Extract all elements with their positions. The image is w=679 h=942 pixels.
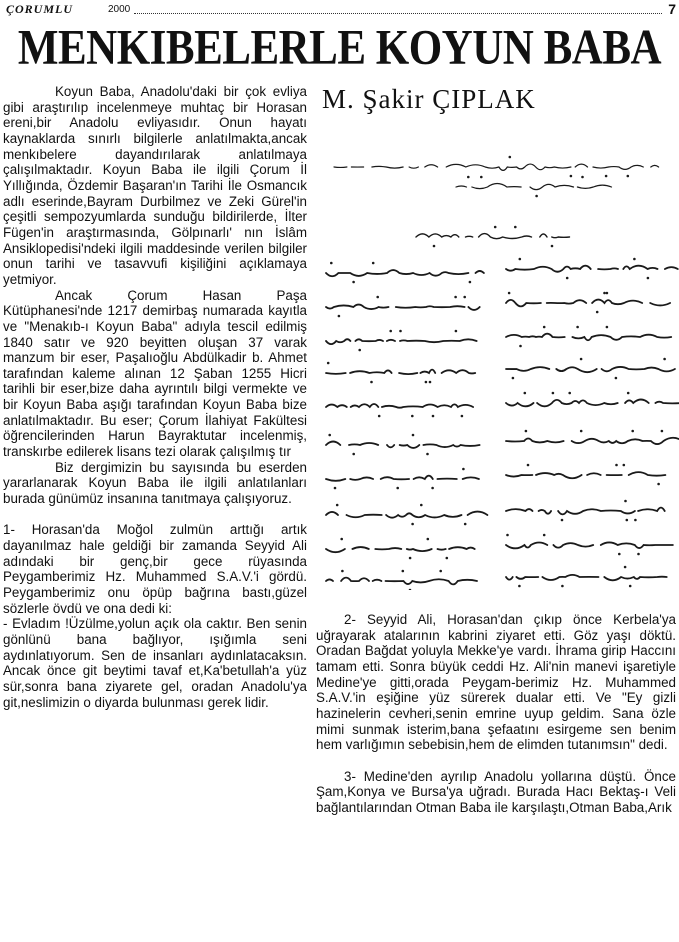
- calligraphy-dot: [412, 434, 415, 437]
- calligraphy-dot: [626, 519, 629, 522]
- calligraphy-dot: [464, 523, 467, 526]
- left-column: [3, 84, 307, 710]
- calligraphy-stroke: [456, 184, 612, 190]
- body-paragraph: 1- Horasan'da Moğol zulmün arttığı artık dayanılmaz hale geldiği bir zamanda Seyyid Ali adındaki bir genç,bir gece rüyasında Peygamberimiz Hz. Muhammed S.A.V.'i gördü. Peygamberimiz onu öpüp bağrına bastı,güzel sözlerle övdü ve ona dedi ki:: [3, 522, 307, 616]
- author-name: M. Şakir ÇIPLAK: [322, 84, 536, 114]
- calligraphy-dot: [637, 553, 640, 556]
- calligraphy-dot: [618, 553, 621, 556]
- calligraphy-stroke: [416, 234, 570, 239]
- calligraphy-stroke: [506, 367, 675, 372]
- calligraphy-stroke: [326, 547, 478, 552]
- body-paragraph: Ancak Çorum Hasan Paşa Kütüphanesi'nde 1217 demirbaş numarada kayıtla ve "Menakıb-ı Koyun Baba" adıyla tescil edilmiş 1840 satır ve 920 beyitten oluşan 37 varak manzum bir eser, Paşalıoğlu Abdülkadir b. Ahmet tarafından kaleme alınan 12 Şaban 1255 Hicri tarihli bir eser,bize daha ayrıntılı bilgi vermekte ve bir Koyun Baba aşığı tarafından Koyun Baba bize anlatılmaktadır. Bu eser; Çorum İlahiyat Fakültesi öğrencilerinden Harun Bayraktutar incelenmiş, transkırbe edilerek lisans tezi olarak çalışılmış tır: [3, 287, 307, 460]
- calligraphy-dot: [370, 381, 373, 384]
- calligraphy-dot: [627, 175, 630, 178]
- calligraphy-dot: [396, 487, 399, 490]
- magazine-year: 2000: [108, 4, 131, 15]
- calligraphy-dot: [615, 464, 618, 467]
- calligraphy-dot: [566, 277, 569, 280]
- calligraphy-dot: [633, 258, 636, 261]
- calligraphy-dot: [341, 570, 344, 573]
- calligraphy-dot: [629, 585, 632, 588]
- calligraphy-dot: [389, 330, 392, 333]
- calligraphy-dot: [378, 415, 381, 418]
- calligraphy-dot: [519, 345, 522, 348]
- calligraphy-stroke: [326, 339, 477, 344]
- calligraphy-dot: [328, 434, 331, 437]
- calligraphy-dot: [352, 453, 355, 456]
- calligraphy-stroke: [506, 542, 679, 548]
- calligraphy-dot: [399, 330, 402, 333]
- calligraphy-dot: [581, 176, 584, 179]
- calligraphy-dot: [615, 377, 618, 380]
- calligraphy-dot: [543, 326, 546, 329]
- right-column: [316, 612, 676, 816]
- calligraphy-dot: [568, 392, 571, 395]
- calligraphy-dot: [576, 326, 579, 329]
- calligraphy-dot: [519, 258, 522, 261]
- calligraphy-dot: [624, 500, 627, 503]
- calligraphy-dot: [327, 362, 330, 365]
- calligraphy-dot: [469, 281, 472, 284]
- calligraphy-dot: [446, 557, 449, 560]
- calligraphy-dot: [330, 262, 333, 265]
- calligraphy-dot: [480, 176, 483, 179]
- page-number: 7: [668, 1, 676, 17]
- calligraphy-dot: [508, 292, 511, 295]
- calligraphy-dot: [461, 415, 464, 418]
- calligraphy-dot: [455, 330, 458, 333]
- calligraphy-dot: [570, 175, 573, 178]
- calligraphy-dot: [596, 311, 599, 314]
- calligraphy-dot: [551, 245, 554, 248]
- calligraphy-dot: [543, 534, 546, 537]
- calligraphy-dot: [439, 570, 442, 573]
- paragraph-spacer: [3, 507, 307, 523]
- calligraphy-stroke: [326, 578, 477, 585]
- calligraphy-dot: [518, 585, 521, 588]
- calligraphy-dot: [494, 226, 497, 229]
- calligraphy-stroke: [506, 266, 678, 272]
- calligraphy-dot: [340, 538, 343, 541]
- article-title: MENKIBELERLE KOYUN BABA: [17, 21, 662, 76]
- calligraphy-dot: [420, 504, 423, 507]
- calligraphy-dot: [376, 296, 379, 299]
- calligraphy-dot: [512, 377, 515, 380]
- manuscript-image: [306, 145, 679, 590]
- calligraphy-dot: [427, 538, 430, 541]
- calligraphy-stroke: [506, 575, 667, 580]
- magazine-logo: ÇORUMLU: [6, 2, 74, 16]
- calligraphy-dot: [358, 349, 361, 352]
- calligraphy-dot: [527, 464, 530, 467]
- calligraphy-dot: [525, 430, 528, 433]
- calligraphy-stroke: [506, 400, 679, 407]
- calligraphy-dot: [634, 519, 637, 522]
- calligraphy-dot: [334, 487, 337, 490]
- calligraphy-dot: [580, 430, 583, 433]
- calligraphy-dot: [514, 226, 517, 229]
- calligraphy-stroke: [506, 300, 670, 307]
- calligraphy-dot: [524, 392, 527, 395]
- body-paragraph: Biz dergimizin bu sayısında bu eserden yararlanarak Koyun Baba ile ilgili anlatılanları burada günümüz insanına tanıtmaya çalışıyoruz.: [3, 459, 307, 507]
- paragraph-spacer: [316, 753, 676, 769]
- calligraphy-dot: [409, 557, 412, 560]
- calligraphy-dot: [338, 315, 341, 318]
- calligraphy-dot: [506, 534, 509, 537]
- calligraphy-stroke: [326, 404, 473, 408]
- calligraphy-stroke: [506, 508, 672, 515]
- calligraphy-stroke: [326, 512, 487, 518]
- calligraphy-dot: [433, 245, 436, 248]
- calligraphy-dot: [606, 292, 609, 295]
- running-header: [6, 2, 676, 18]
- body-paragraph: - Evladım !Üzülme,yolun açık ola caktır. Ben senin gönlünü bana bağlıyor, ışığımla seni aydınlatıyorum. Sen de insanları aydınlatacaksın. Ancak önce git beytimi tavaf et,Ka'betullah'a yüz sür,sonra bana ziyarete gel, oradan Anadolu'ya git,neslimizin o diyarda bulunması gerek lidir.: [3, 616, 307, 710]
- calligraphy-dot: [463, 296, 466, 299]
- calligraphy-stroke: [326, 476, 479, 481]
- calligraphy-dot: [454, 296, 457, 299]
- calligraphy-stroke: [334, 164, 659, 170]
- calligraphy-dot: [402, 570, 405, 573]
- header-dotted-rule: [134, 13, 662, 14]
- calligraphy-dot: [429, 381, 432, 384]
- calligraphy-dot: [411, 523, 414, 526]
- calligraphy-stroke: [506, 438, 679, 444]
- calligraphy-dot: [509, 156, 512, 159]
- calligraphy-dot: [606, 326, 609, 329]
- calligraphy-dot: [647, 277, 650, 280]
- calligraphy-dot: [352, 281, 355, 284]
- calligraphy-dot: [663, 358, 666, 361]
- calligraphy-dot: [627, 392, 630, 395]
- calligraphy-dot: [623, 464, 626, 467]
- calligraphy-dot: [631, 430, 634, 433]
- calligraphy-dot: [426, 453, 429, 456]
- calligraphy-stroke: [326, 305, 480, 310]
- calligraphy-stroke: [326, 370, 475, 374]
- calligraphy-dot: [603, 292, 606, 295]
- calligraphy-dot: [425, 381, 428, 384]
- calligraphy-stroke: [326, 442, 480, 448]
- manuscript-calligraphy-icon: [306, 145, 679, 590]
- calligraphy-dot: [462, 468, 465, 471]
- calligraphy-dot: [624, 566, 627, 569]
- calligraphy-dot: [580, 358, 583, 361]
- calligraphy-dot: [535, 195, 538, 198]
- calligraphy-dot: [561, 519, 564, 522]
- calligraphy-stroke: [506, 334, 671, 341]
- calligraphy-stroke: [326, 270, 484, 276]
- calligraphy-dot: [661, 430, 664, 433]
- calligraphy-dot: [467, 176, 470, 179]
- calligraphy-dot: [372, 262, 375, 265]
- calligraphy-dot: [605, 175, 608, 178]
- calligraphy-dot: [657, 483, 660, 486]
- calligraphy-dot: [431, 487, 434, 490]
- calligraphy-dot: [432, 415, 435, 418]
- body-paragraph: 2- Seyyid Ali, Horasan'dan çıkıp önce Kerbela'ya uğrayarak atalarının kabrini ziyaret etti. Göz yaşı döktü. Oradan Bağdat yoluyla Mekke'ye vardı. İhrama girip Haccını tamam etti. Sonra büyük ceddi Hz. Ali'nin manevi işaretiyle Medine'ye gitti,orada Peygam-berimiz Hz. Muhammed S.A.V.'in eşiğine yüz sürerek dualar etti. Ve "Ey gizli hazinelerin cevheri,senin emrine uyup geldim. Sana özle mimi sunmak isterim,bana şefaatını esirgeme sen benim hem varlığımın sebebisin,hem de elimden tutanımsın" dedi.: [316, 612, 676, 753]
- calligraphy-dot: [336, 504, 339, 507]
- body-paragraph: Koyun Baba, Anadolu'daki bir çok evliya gibi araştırılıp incelenmeye muhtaç bir Horasan ereni,bir Anadolu evliyasıdır. Onun hayatı kaynaklarda sınırlı bilgilerle anlatılmakta,ancak menkıbelere dayandırılarak anlatılmaya çalışılmaktadır. Koyun Baba ile ilgili Çorum İl Yıllığında, Özdemir Başaran'ın Tarihi İle Osmancık adlı eserinde,Bayram Durbilmez ve Zeki Gürel'in çeşitli sempozyumlarda sunduğu bildirilerde, İlter Fügen'in araştırmasında, Gölpınarlı' nın İslâm Ansiklopedisi'ndeki ilgili maddesinde verilen bilgiler onun tarihi ve tasavvufi kişiliğini açıklamaya yetmiyor.: [3, 84, 307, 287]
- calligraphy-stroke: [506, 472, 672, 478]
- body-paragraph: 3- Medine'den ayrılıp Anadolu yollarına düştü. Önce Şam,Konya ve Bursa'ya uğradı. Burada Hacı Bektaş-ı Veli bağlantılarından Otman Baba ile karşılaştı,Otman Baba,Arık: [316, 768, 676, 815]
- calligraphy-dot: [411, 415, 414, 418]
- calligraphy-dot: [552, 392, 555, 395]
- calligraphy-dot: [561, 585, 564, 588]
- calligraphy-dot: [409, 589, 412, 590]
